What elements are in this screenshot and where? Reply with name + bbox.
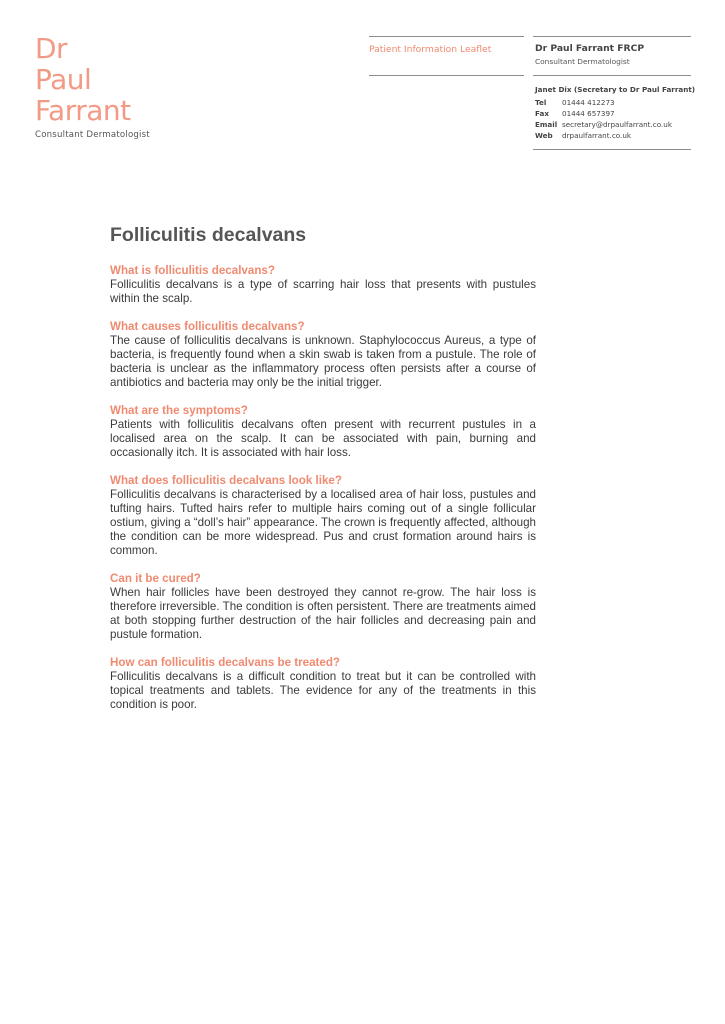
leaflet-label: Patient Information Leaflet [369,44,492,55]
contact-web-link[interactable]: drpaulfarrant.co.uk [562,131,632,140]
section [110,404,536,460]
logo-line-paul: Paul [35,63,92,96]
logo [35,33,150,140]
secretary-name: Janet Dix (Secretary to Dr Paul Farrant) [535,85,696,94]
contact-row [535,119,695,130]
divider [533,36,691,37]
section-heading: What are the symptoms? [110,404,248,417]
contact-value: 01444 412273 [562,98,615,107]
section-heading: How can folliculitis decalvans be treated? [110,656,341,669]
doctor-name: Dr Paul Farrant FRCP [535,43,645,54]
section-body: Folliculitis decalvans is a difficult condition to treat but it can be controlled with topical treatments and tablets. The evidence for any of the treatments in this condition is poor. [110,670,536,711]
contact-label: Email [535,120,558,129]
logo-line-farrant: Farrant [35,94,131,127]
contact-email-link[interactable]: secretary@drpaulfarrant.co.uk [562,120,672,129]
contact-label: Web [535,131,553,140]
divider [533,149,691,150]
section-body: Folliculitis decalvans is characterised by a localised area of hair loss, pustules and tufting hairs. Tufted hairs refer to multiple hairs coming out of a single follicular ostium, giving a “doll’s hair” appearance. The crown is frequently affected, although the condition can be more widespread. Pus and crust formation around hairs is common. [110,488,536,557]
page-title: Folliculitis decalvans [110,224,307,246]
contact-label: Fax [535,109,549,118]
section-heading: Can it be cured? [110,572,201,585]
section-heading: What is folliculitis decalvans? [110,264,275,277]
contact-row [535,130,695,141]
section [110,572,536,642]
divider [369,75,524,76]
section-body: Folliculitis decalvans is a type of scarring hair loss that presents with pustules within the scalp. [110,278,536,305]
section-body: Patients with folliculitis decalvans often present with recurrent pustules in a localised area on the scalp. It can be associated with pain, burning and occasionally itch. It is associated with hair loss. [110,418,536,459]
contact-row [535,108,695,119]
section-body: The cause of folliculitis decalvans is unknown. Staphylococcus Aureus, a type of bacteria, is frequently found when a skin swab is taken from a pustule. The role of bacteria is unclear as the inflammatory process often persists after a course of antibiotics and bacteria may only be the initial trigger. [110,334,536,389]
doctor-title: Consultant Dermatologist [535,57,630,66]
section-heading: What does folliculitis decalvans look like? [110,474,342,487]
section [110,656,536,712]
logo-wordmark [35,33,150,126]
section [110,264,536,306]
section [110,474,536,558]
contact-label: Tel [535,98,547,107]
contact-value: 01444 657397 [562,109,615,118]
contact-row [535,97,695,108]
divider [369,36,524,37]
section [110,320,536,390]
divider [533,75,691,76]
document-body [110,224,536,726]
contact-block [535,85,695,141]
logo-subtitle: Consultant Dermatologist [35,130,150,140]
logo-line-dr: Dr [35,32,68,65]
section-body: When hair follicles have been destroyed they cannot re-grow. The hair loss is therefore irreversible. The condition is often persistent. There are treatments aimed at both stopping further destruction of the hair follicles and decreasing pain and pustule formation. [110,586,536,641]
section-heading: What causes folliculitis decalvans? [110,320,305,333]
